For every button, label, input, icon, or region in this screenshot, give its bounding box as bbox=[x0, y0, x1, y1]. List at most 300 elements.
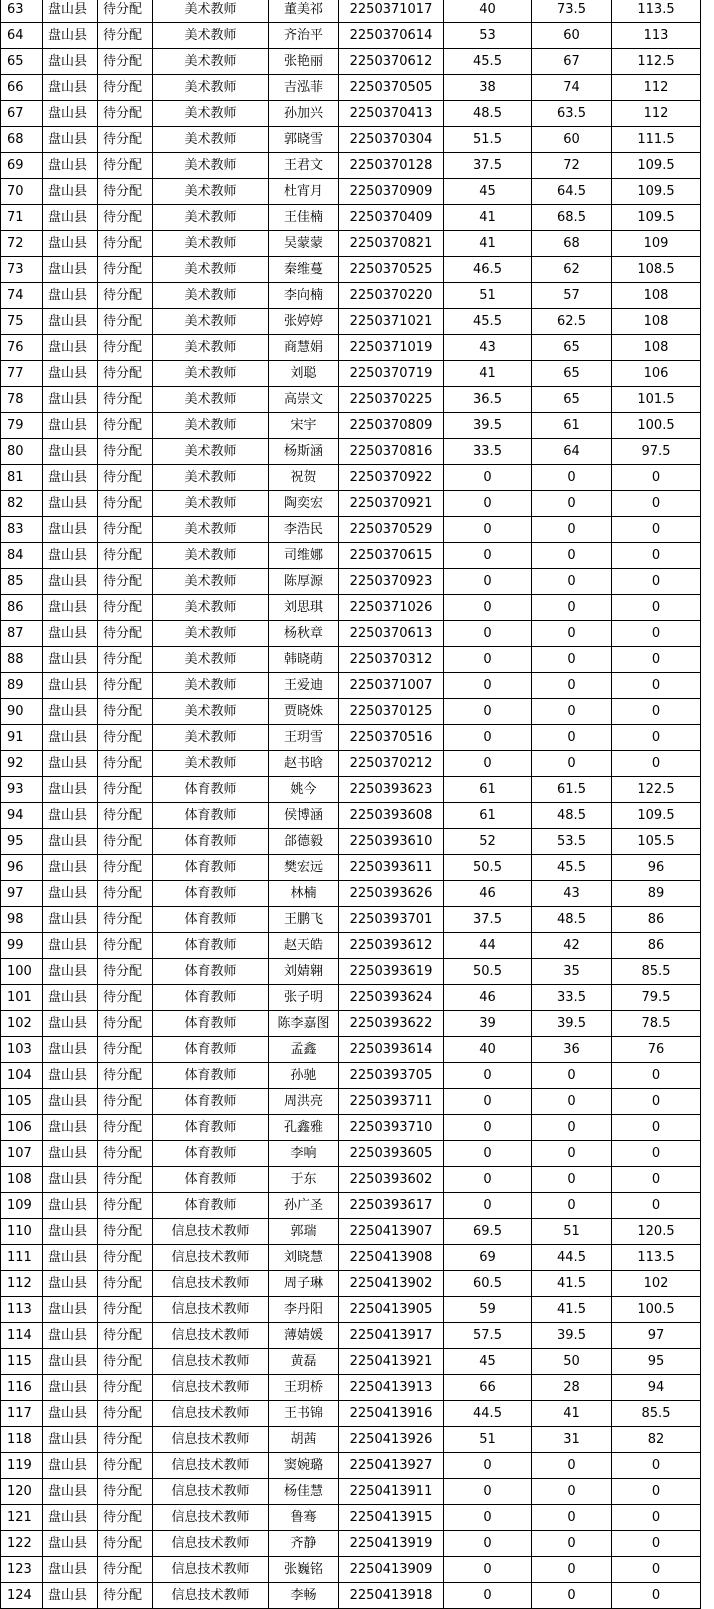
seq-number-cell: 99 bbox=[1, 933, 43, 959]
name-cell: 李畅 bbox=[269, 1583, 339, 1609]
name-cell: 孔鑫雅 bbox=[269, 1115, 339, 1141]
table-row bbox=[1, 543, 701, 569]
total-score-cell: 0 bbox=[612, 465, 701, 491]
interview-score-cell: 60 bbox=[532, 23, 612, 49]
table-row bbox=[1, 1349, 701, 1375]
position-cell: 美术教师 bbox=[153, 439, 269, 465]
name-cell: 王玥雪 bbox=[269, 725, 339, 751]
seq-number-cell: 79 bbox=[1, 413, 43, 439]
written-score-cell: 0 bbox=[444, 1167, 532, 1193]
seq-number-cell: 83 bbox=[1, 517, 43, 543]
ticket-number-cell: 2250413916 bbox=[339, 1401, 444, 1427]
table-row bbox=[1, 647, 701, 673]
total-score-cell: 85.5 bbox=[612, 1401, 701, 1427]
seq-number-cell: 119 bbox=[1, 1453, 43, 1479]
unit-cell: 待分配 bbox=[98, 959, 153, 985]
written-score-cell: 0 bbox=[444, 1583, 532, 1609]
position-cell: 美术教师 bbox=[153, 621, 269, 647]
written-score-cell: 51 bbox=[444, 1427, 532, 1453]
ticket-number-cell: 2250371019 bbox=[339, 335, 444, 361]
name-cell: 司维娜 bbox=[269, 543, 339, 569]
name-cell: 孟鑫 bbox=[269, 1037, 339, 1063]
unit-cell: 待分配 bbox=[98, 803, 153, 829]
table-row bbox=[1, 413, 701, 439]
written-score-cell: 53 bbox=[444, 23, 532, 49]
position-cell: 体育教师 bbox=[153, 803, 269, 829]
position-cell: 美术教师 bbox=[153, 361, 269, 387]
unit-cell: 待分配 bbox=[98, 1167, 153, 1193]
county-cell: 盘山县 bbox=[43, 1401, 98, 1427]
seq-number-cell: 100 bbox=[1, 959, 43, 985]
position-cell: 体育教师 bbox=[153, 985, 269, 1011]
table-row bbox=[1, 621, 701, 647]
county-cell: 盘山县 bbox=[43, 1089, 98, 1115]
county-cell: 盘山县 bbox=[43, 803, 98, 829]
ticket-number-cell: 2250413915 bbox=[339, 1505, 444, 1531]
interview-score-cell: 72 bbox=[532, 153, 612, 179]
position-cell: 美术教师 bbox=[153, 335, 269, 361]
county-cell: 盘山县 bbox=[43, 1297, 98, 1323]
total-score-cell: 112.5 bbox=[612, 49, 701, 75]
interview-score-cell: 39.5 bbox=[532, 1011, 612, 1037]
unit-cell: 待分配 bbox=[98, 751, 153, 777]
unit-cell: 待分配 bbox=[98, 1583, 153, 1609]
unit-cell: 待分配 bbox=[98, 1271, 153, 1297]
position-cell: 美术教师 bbox=[153, 751, 269, 777]
table-row bbox=[1, 1115, 701, 1141]
written-score-cell: 0 bbox=[444, 1115, 532, 1141]
county-cell: 盘山县 bbox=[43, 1557, 98, 1583]
interview-score-cell: 28 bbox=[532, 1375, 612, 1401]
written-score-cell: 51.5 bbox=[444, 127, 532, 153]
county-cell: 盘山县 bbox=[43, 1141, 98, 1167]
ticket-number-cell: 2250413919 bbox=[339, 1531, 444, 1557]
county-cell: 盘山县 bbox=[43, 491, 98, 517]
name-cell: 王佳楠 bbox=[269, 205, 339, 231]
table-row bbox=[1, 1167, 701, 1193]
unit-cell: 待分配 bbox=[98, 1427, 153, 1453]
ticket-number-cell: 2250413909 bbox=[339, 1557, 444, 1583]
seq-number-cell: 95 bbox=[1, 829, 43, 855]
total-score-cell: 0 bbox=[612, 725, 701, 751]
unit-cell: 待分配 bbox=[98, 257, 153, 283]
written-score-cell: 57.5 bbox=[444, 1323, 532, 1349]
unit-cell: 待分配 bbox=[98, 621, 153, 647]
position-cell: 信息技术教师 bbox=[153, 1219, 269, 1245]
total-score-cell: 100.5 bbox=[612, 1297, 701, 1323]
seq-number-cell: 101 bbox=[1, 985, 43, 1011]
interview-score-cell: 0 bbox=[532, 1531, 612, 1557]
name-cell: 郭瑞 bbox=[269, 1219, 339, 1245]
ticket-number-cell: 2250413911 bbox=[339, 1479, 444, 1505]
total-score-cell: 0 bbox=[612, 1583, 701, 1609]
position-cell: 美术教师 bbox=[153, 0, 269, 23]
total-score-cell: 86 bbox=[612, 933, 701, 959]
name-cell: 韩晓萌 bbox=[269, 647, 339, 673]
county-cell: 盘山县 bbox=[43, 1271, 98, 1297]
total-score-cell: 109 bbox=[612, 231, 701, 257]
seq-number-cell: 123 bbox=[1, 1557, 43, 1583]
ticket-number-cell: 2250393622 bbox=[339, 1011, 444, 1037]
total-score-cell: 76 bbox=[612, 1037, 701, 1063]
unit-cell: 待分配 bbox=[98, 1531, 153, 1557]
total-score-cell: 0 bbox=[612, 1089, 701, 1115]
name-cell: 秦维蔓 bbox=[269, 257, 339, 283]
ticket-number-cell: 2250413902 bbox=[339, 1271, 444, 1297]
ticket-number-cell: 2250413918 bbox=[339, 1583, 444, 1609]
unit-cell: 待分配 bbox=[98, 387, 153, 413]
name-cell: 胡茜 bbox=[269, 1427, 339, 1453]
written-score-cell: 45.5 bbox=[444, 309, 532, 335]
county-cell: 盘山县 bbox=[43, 75, 98, 101]
position-cell: 体育教师 bbox=[153, 933, 269, 959]
written-score-cell: 0 bbox=[444, 699, 532, 725]
table-row bbox=[1, 23, 701, 49]
name-cell: 刘婧翱 bbox=[269, 959, 339, 985]
position-cell: 信息技术教师 bbox=[153, 1323, 269, 1349]
seq-number-cell: 108 bbox=[1, 1167, 43, 1193]
position-cell: 信息技术教师 bbox=[153, 1453, 269, 1479]
interview-score-cell: 0 bbox=[532, 1063, 612, 1089]
written-score-cell: 0 bbox=[444, 569, 532, 595]
ticket-number-cell: 2250370816 bbox=[339, 439, 444, 465]
table-row bbox=[1, 75, 701, 101]
seq-number-cell: 80 bbox=[1, 439, 43, 465]
written-score-cell: 50.5 bbox=[444, 855, 532, 881]
position-cell: 信息技术教师 bbox=[153, 1349, 269, 1375]
name-cell: 黄磊 bbox=[269, 1349, 339, 1375]
ticket-number-cell: 2250370909 bbox=[339, 179, 444, 205]
unit-cell: 待分配 bbox=[98, 1063, 153, 1089]
seq-number-cell: 85 bbox=[1, 569, 43, 595]
position-cell: 信息技术教师 bbox=[153, 1297, 269, 1323]
written-score-cell: 46 bbox=[444, 881, 532, 907]
interview-score-cell: 65 bbox=[532, 361, 612, 387]
written-score-cell: 0 bbox=[444, 647, 532, 673]
county-cell: 盘山县 bbox=[43, 517, 98, 543]
total-score-cell: 0 bbox=[612, 751, 701, 777]
unit-cell: 待分配 bbox=[98, 1453, 153, 1479]
ticket-number-cell: 2250370921 bbox=[339, 491, 444, 517]
county-cell: 盘山县 bbox=[43, 751, 98, 777]
ticket-number-cell: 2250393624 bbox=[339, 985, 444, 1011]
interview-score-cell: 0 bbox=[532, 491, 612, 517]
position-cell: 美术教师 bbox=[153, 101, 269, 127]
interview-score-cell: 0 bbox=[532, 673, 612, 699]
name-cell: 祝贺 bbox=[269, 465, 339, 491]
ticket-number-cell: 2250370529 bbox=[339, 517, 444, 543]
unit-cell: 待分配 bbox=[98, 1115, 153, 1141]
table-row bbox=[1, 1531, 701, 1557]
interview-score-cell: 0 bbox=[532, 725, 612, 751]
unit-cell: 待分配 bbox=[98, 595, 153, 621]
name-cell: 郭晓雪 bbox=[269, 127, 339, 153]
total-score-cell: 0 bbox=[612, 1115, 701, 1141]
total-score-cell: 0 bbox=[612, 1505, 701, 1531]
interview-score-cell: 0 bbox=[532, 569, 612, 595]
written-score-cell: 0 bbox=[444, 621, 532, 647]
seq-number-cell: 76 bbox=[1, 335, 43, 361]
table-row bbox=[1, 1505, 701, 1531]
written-score-cell: 38 bbox=[444, 75, 532, 101]
seq-number-cell: 105 bbox=[1, 1089, 43, 1115]
interview-score-cell: 53.5 bbox=[532, 829, 612, 855]
total-score-cell: 109.5 bbox=[612, 179, 701, 205]
name-cell: 杜宵月 bbox=[269, 179, 339, 205]
position-cell: 体育教师 bbox=[153, 1011, 269, 1037]
position-cell: 信息技术教师 bbox=[153, 1557, 269, 1583]
total-score-cell: 96 bbox=[612, 855, 701, 881]
name-cell: 高崇文 bbox=[269, 387, 339, 413]
name-cell: 刘聪 bbox=[269, 361, 339, 387]
interview-score-cell: 0 bbox=[532, 1505, 612, 1531]
ticket-number-cell: 2250393623 bbox=[339, 777, 444, 803]
name-cell: 陈李嘉图 bbox=[269, 1011, 339, 1037]
written-score-cell: 61 bbox=[444, 803, 532, 829]
seq-number-cell: 118 bbox=[1, 1427, 43, 1453]
ticket-number-cell: 2250413913 bbox=[339, 1375, 444, 1401]
ticket-number-cell: 2250370409 bbox=[339, 205, 444, 231]
interview-score-cell: 68 bbox=[532, 231, 612, 257]
ticket-number-cell: 2250393626 bbox=[339, 881, 444, 907]
county-cell: 盘山县 bbox=[43, 1011, 98, 1037]
interview-score-cell: 0 bbox=[532, 621, 612, 647]
seq-number-cell: 121 bbox=[1, 1505, 43, 1531]
ticket-number-cell: 2250393612 bbox=[339, 933, 444, 959]
seq-number-cell: 124 bbox=[1, 1583, 43, 1609]
ticket-number-cell: 2250393617 bbox=[339, 1193, 444, 1219]
seq-number-cell: 64 bbox=[1, 23, 43, 49]
written-score-cell: 0 bbox=[444, 751, 532, 777]
seq-number-cell: 107 bbox=[1, 1141, 43, 1167]
written-score-cell: 69 bbox=[444, 1245, 532, 1271]
seq-number-cell: 93 bbox=[1, 777, 43, 803]
position-cell: 体育教师 bbox=[153, 1089, 269, 1115]
seq-number-cell: 88 bbox=[1, 647, 43, 673]
seq-number-cell: 112 bbox=[1, 1271, 43, 1297]
written-score-cell: 0 bbox=[444, 1141, 532, 1167]
county-cell: 盘山县 bbox=[43, 205, 98, 231]
name-cell: 杨佳慧 bbox=[269, 1479, 339, 1505]
county-cell: 盘山县 bbox=[43, 1323, 98, 1349]
county-cell: 盘山县 bbox=[43, 699, 98, 725]
ticket-number-cell: 2250413907 bbox=[339, 1219, 444, 1245]
table-row bbox=[1, 1557, 701, 1583]
county-cell: 盘山县 bbox=[43, 569, 98, 595]
interview-score-cell: 64 bbox=[532, 439, 612, 465]
table-row bbox=[1, 907, 701, 933]
total-score-cell: 106 bbox=[612, 361, 701, 387]
county-cell: 盘山县 bbox=[43, 0, 98, 23]
unit-cell: 待分配 bbox=[98, 283, 153, 309]
position-cell: 信息技术教师 bbox=[153, 1479, 269, 1505]
position-cell: 美术教师 bbox=[153, 725, 269, 751]
county-cell: 盘山县 bbox=[43, 335, 98, 361]
table-row bbox=[1, 179, 701, 205]
total-score-cell: 109.5 bbox=[612, 153, 701, 179]
ticket-number-cell: 2250393701 bbox=[339, 907, 444, 933]
total-score-cell: 94 bbox=[612, 1375, 701, 1401]
total-score-cell: 0 bbox=[612, 621, 701, 647]
position-cell: 体育教师 bbox=[153, 777, 269, 803]
ticket-number-cell: 2250370613 bbox=[339, 621, 444, 647]
county-cell: 盘山县 bbox=[43, 49, 98, 75]
county-cell: 盘山县 bbox=[43, 1037, 98, 1063]
interview-score-cell: 0 bbox=[532, 543, 612, 569]
county-cell: 盘山县 bbox=[43, 127, 98, 153]
county-cell: 盘山县 bbox=[43, 673, 98, 699]
name-cell: 孙加兴 bbox=[269, 101, 339, 127]
ticket-number-cell: 2250370923 bbox=[339, 569, 444, 595]
unit-cell: 待分配 bbox=[98, 49, 153, 75]
name-cell: 鲁骞 bbox=[269, 1505, 339, 1531]
unit-cell: 待分配 bbox=[98, 127, 153, 153]
interview-score-cell: 0 bbox=[532, 1089, 612, 1115]
interview-score-cell: 0 bbox=[532, 1453, 612, 1479]
seq-number-cell: 73 bbox=[1, 257, 43, 283]
position-cell: 美术教师 bbox=[153, 543, 269, 569]
total-score-cell: 0 bbox=[612, 569, 701, 595]
written-score-cell: 0 bbox=[444, 465, 532, 491]
ticket-number-cell: 2250393705 bbox=[339, 1063, 444, 1089]
table-row bbox=[1, 153, 701, 179]
county-cell: 盘山县 bbox=[43, 1375, 98, 1401]
total-score-cell: 0 bbox=[612, 595, 701, 621]
table-row bbox=[1, 1401, 701, 1427]
seq-number-cell: 92 bbox=[1, 751, 43, 777]
name-cell: 李向楠 bbox=[269, 283, 339, 309]
unit-cell: 待分配 bbox=[98, 699, 153, 725]
total-score-cell: 100.5 bbox=[612, 413, 701, 439]
seq-number-cell: 72 bbox=[1, 231, 43, 257]
seq-number-cell: 116 bbox=[1, 1375, 43, 1401]
ticket-number-cell: 2250370304 bbox=[339, 127, 444, 153]
table-row bbox=[1, 1011, 701, 1037]
table-row bbox=[1, 335, 701, 361]
seq-number-cell: 86 bbox=[1, 595, 43, 621]
unit-cell: 待分配 bbox=[98, 179, 153, 205]
table-row bbox=[1, 1219, 701, 1245]
position-cell: 美术教师 bbox=[153, 127, 269, 153]
name-cell: 李浩民 bbox=[269, 517, 339, 543]
total-score-cell: 108 bbox=[612, 309, 701, 335]
written-score-cell: 46.5 bbox=[444, 257, 532, 283]
written-score-cell: 0 bbox=[444, 1479, 532, 1505]
position-cell: 美术教师 bbox=[153, 387, 269, 413]
seq-number-cell: 71 bbox=[1, 205, 43, 231]
unit-cell: 待分配 bbox=[98, 933, 153, 959]
total-score-cell: 113.5 bbox=[612, 1245, 701, 1271]
written-score-cell: 36.5 bbox=[444, 387, 532, 413]
name-cell: 贾晓姝 bbox=[269, 699, 339, 725]
county-cell: 盘山县 bbox=[43, 1063, 98, 1089]
seq-number-cell: 102 bbox=[1, 1011, 43, 1037]
table-row bbox=[1, 439, 701, 465]
written-score-cell: 0 bbox=[444, 1453, 532, 1479]
written-score-cell: 40 bbox=[444, 0, 532, 23]
total-score-cell: 97 bbox=[612, 1323, 701, 1349]
unit-cell: 待分配 bbox=[98, 413, 153, 439]
position-cell: 美术教师 bbox=[153, 517, 269, 543]
written-score-cell: 45 bbox=[444, 179, 532, 205]
total-score-cell: 86 bbox=[612, 907, 701, 933]
name-cell: 赵书晗 bbox=[269, 751, 339, 777]
seq-number-cell: 77 bbox=[1, 361, 43, 387]
total-score-cell: 97.5 bbox=[612, 439, 701, 465]
ticket-number-cell: 2250393710 bbox=[339, 1115, 444, 1141]
written-score-cell: 41 bbox=[444, 205, 532, 231]
position-cell: 体育教师 bbox=[153, 907, 269, 933]
total-score-cell: 0 bbox=[612, 1141, 701, 1167]
county-cell: 盘山县 bbox=[43, 283, 98, 309]
name-cell: 商慧娟 bbox=[269, 335, 339, 361]
unit-cell: 待分配 bbox=[98, 829, 153, 855]
name-cell: 王玥桥 bbox=[269, 1375, 339, 1401]
ticket-number-cell: 2250370719 bbox=[339, 361, 444, 387]
name-cell: 杨斯涵 bbox=[269, 439, 339, 465]
interview-score-cell: 43 bbox=[532, 881, 612, 907]
unit-cell: 待分配 bbox=[98, 309, 153, 335]
unit-cell: 待分配 bbox=[98, 569, 153, 595]
ticket-number-cell: 2250370614 bbox=[339, 23, 444, 49]
written-score-cell: 45.5 bbox=[444, 49, 532, 75]
interview-score-cell: 74 bbox=[532, 75, 612, 101]
unit-cell: 待分配 bbox=[98, 1401, 153, 1427]
total-score-cell: 108 bbox=[612, 335, 701, 361]
written-score-cell: 0 bbox=[444, 1505, 532, 1531]
table-row bbox=[1, 1037, 701, 1063]
table-row bbox=[1, 49, 701, 75]
name-cell: 侯博涵 bbox=[269, 803, 339, 829]
interview-score-cell: 45.5 bbox=[532, 855, 612, 881]
county-cell: 盘山县 bbox=[43, 855, 98, 881]
position-cell: 信息技术教师 bbox=[153, 1505, 269, 1531]
position-cell: 信息技术教师 bbox=[153, 1427, 269, 1453]
total-score-cell: 0 bbox=[612, 517, 701, 543]
name-cell: 宋宇 bbox=[269, 413, 339, 439]
unit-cell: 待分配 bbox=[98, 855, 153, 881]
unit-cell: 待分配 bbox=[98, 465, 153, 491]
seq-number-cell: 110 bbox=[1, 1219, 43, 1245]
total-score-cell: 95 bbox=[612, 1349, 701, 1375]
written-score-cell: 0 bbox=[444, 673, 532, 699]
written-score-cell: 44.5 bbox=[444, 1401, 532, 1427]
position-cell: 美术教师 bbox=[153, 231, 269, 257]
position-cell: 体育教师 bbox=[153, 1141, 269, 1167]
ticket-number-cell: 2250413917 bbox=[339, 1323, 444, 1349]
position-cell: 美术教师 bbox=[153, 153, 269, 179]
ticket-number-cell: 2250413905 bbox=[339, 1297, 444, 1323]
name-cell: 张子明 bbox=[269, 985, 339, 1011]
name-cell: 张艳丽 bbox=[269, 49, 339, 75]
county-cell: 盘山县 bbox=[43, 1245, 98, 1271]
interview-score-cell: 44.5 bbox=[532, 1245, 612, 1271]
position-cell: 美术教师 bbox=[153, 309, 269, 335]
written-score-cell: 60.5 bbox=[444, 1271, 532, 1297]
unit-cell: 待分配 bbox=[98, 1557, 153, 1583]
name-cell: 王君文 bbox=[269, 153, 339, 179]
county-cell: 盘山县 bbox=[43, 881, 98, 907]
unit-cell: 待分配 bbox=[98, 1193, 153, 1219]
county-cell: 盘山县 bbox=[43, 387, 98, 413]
written-score-cell: 0 bbox=[444, 543, 532, 569]
table-row bbox=[1, 569, 701, 595]
written-score-cell: 0 bbox=[444, 725, 532, 751]
table-row bbox=[1, 595, 701, 621]
seq-number-cell: 87 bbox=[1, 621, 43, 647]
table-row bbox=[1, 465, 701, 491]
unit-cell: 待分配 bbox=[98, 1323, 153, 1349]
